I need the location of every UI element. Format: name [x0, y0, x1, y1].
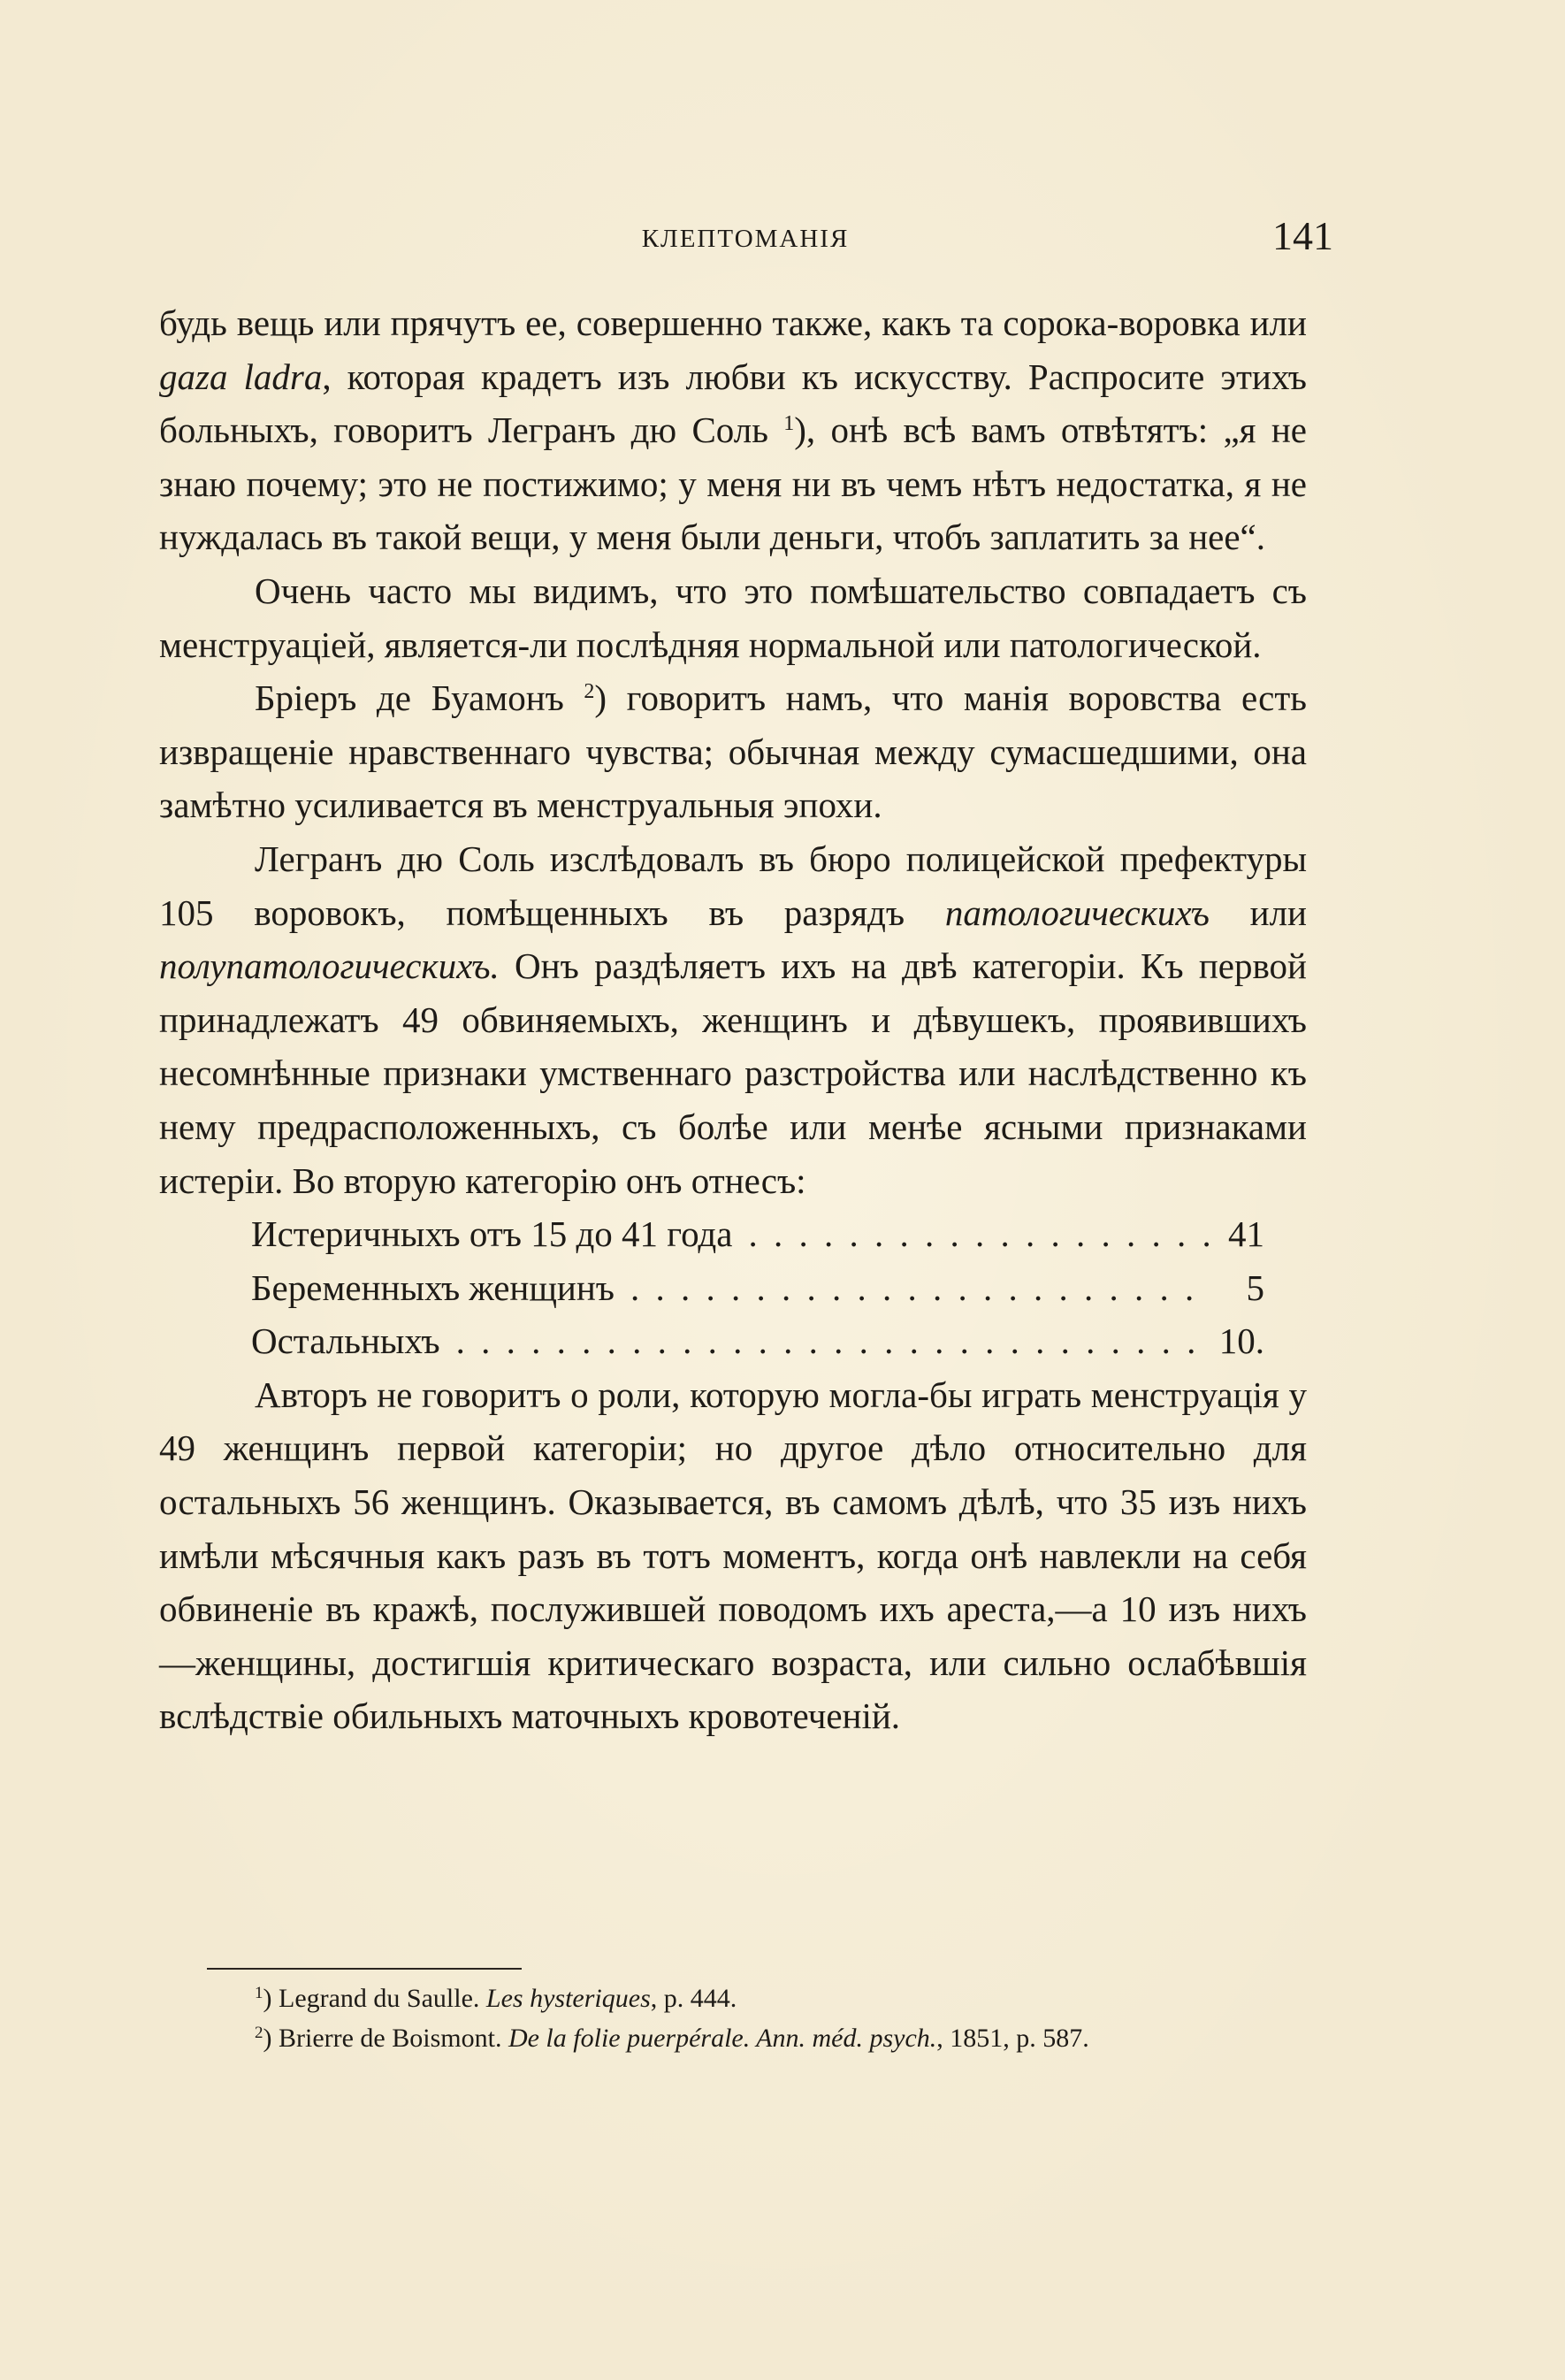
list-item: [251, 1314, 1307, 1368]
text-run: ) говоритъ намъ, что манія воровства есть извращеніе нравственнаго чувства; обычная между сумасшедшими, она замѣтно усиливается въ менструальныя эпохи.: [159, 677, 1307, 826]
text-run: Бріеръ де Буамонъ: [255, 677, 584, 719]
page-header: [157, 213, 1333, 260]
page-number: 141: [1272, 213, 1333, 258]
footnote-text: ) Legrand du Saulle.: [263, 1984, 486, 2013]
stat-value: 41: [1228, 1213, 1264, 1255]
list-item: [251, 1261, 1307, 1315]
footnotes: [159, 1978, 1307, 2058]
statistics-list: [159, 1207, 1307, 1368]
footnote-divider: [207, 1968, 522, 1970]
italic-phrase: полупатологическихъ.: [159, 945, 500, 987]
footnote-text: , p. 444.: [650, 1984, 737, 2013]
footnote-ref[interactable]: 2: [584, 680, 595, 704]
stat-value: 10.: [1218, 1320, 1264, 1362]
footnote-2: [159, 2018, 1307, 2058]
paragraph-3: [159, 671, 1307, 832]
footnote-marker: 2: [255, 2024, 263, 2042]
paragraph-4: [159, 832, 1307, 1207]
list-item: [251, 1207, 1307, 1261]
footnote-text: , 1851, p. 587.: [936, 2024, 1089, 2053]
dot-leader: [615, 1261, 1211, 1315]
paragraph-2: Очень часто мы видимъ, что это помѣшательство совпадаетъ съ менструаціей, является-ли послѣдняя нормальной или патологической.: [159, 570, 1307, 665]
text-run: Онъ раздѣляетъ ихъ на двѣ категоріи. Къ первой принадлежатъ 49 обвиняемыхъ, женщинъ и дѣвушекъ, проявившихъ несомнѣнные признаки умственнаго разстройства или наслѣдственно къ нему предрасположенныхъ, съ болѣе или менѣе ясными признаками истеріи. Во вторую категорію онъ отнесъ:: [159, 945, 1307, 1201]
paragraph-5: Авторъ не говоритъ о роли, которую могла-бы играть менструація у 49 женщинъ первой категоріи; но другое дѣло относительно для остальныхъ 56 женщинъ. Оказывается, въ самомъ дѣлѣ, что 35 изъ нихъ имѣли мѣсячныя какъ разъ въ тотъ моментъ, когда онѣ навлекли на себя обвиненіе въ кражѣ, послужившей поводомъ ихъ ареста,—а 10 изъ нихъ—женщины, достигшія критическаго возраста, или сильно ослабѣвшія вслѣдствіе обильныхъ маточныхъ кровотеченій.: [159, 1374, 1307, 1737]
footnote-1: [159, 1978, 1307, 2018]
italic-phrase: gaza ladra: [159, 356, 323, 397]
paragraph-1: [159, 296, 1307, 564]
text-run: ), онѣ всѣ вамъ отвѣтятъ: „я не знаю почему; это не постижимо; у меня ни въ чемъ нѣтъ недостатка, я не нуждалась въ такой вещи, у меня были деньги, чтобъ заплатить за нее“.: [159, 409, 1308, 558]
footnote-marker: 1: [255, 1984, 263, 2002]
italic-phrase: патологическихъ: [944, 892, 1210, 933]
dot-leader: [732, 1207, 1211, 1261]
stat-value: 5: [1246, 1267, 1264, 1308]
footnote-title: De la folie puerpérale. Ann. méd. psych.: [508, 2024, 937, 2053]
text-run: или: [1209, 892, 1307, 933]
dot-leader: [440, 1314, 1211, 1368]
text-run: , которая крадетъ изъ любви къ искусству. Распросите этихъ больныхъ, говоритъ Легранъ дю Соль: [159, 356, 1307, 451]
text-run: Легранъ дю Соль изслѣдовалъ въ бюро полицейской префектуры 105 воровокъ, помѣщенныхъ въ разрядъ: [159, 838, 1307, 933]
footnote-title: Les hysteriques: [485, 1984, 651, 2013]
footnote-text: ) Brierre de Boismont.: [263, 2024, 508, 2053]
text-run: будь вещь или прячутъ ее, совершенно также, какъ та сорока-воровка или: [159, 302, 1307, 343]
body-text: [159, 296, 1307, 1743]
footnote-ref[interactable]: 1: [783, 412, 795, 436]
running-title: КЛЕПТОМАНІЯ: [641, 225, 850, 253]
stat-label: Беременныхъ женщинъ: [251, 1267, 615, 1308]
stat-label: Истеричныхъ отъ 15 до 41 года: [251, 1213, 733, 1255]
stat-label: Остальныхъ: [251, 1320, 440, 1362]
